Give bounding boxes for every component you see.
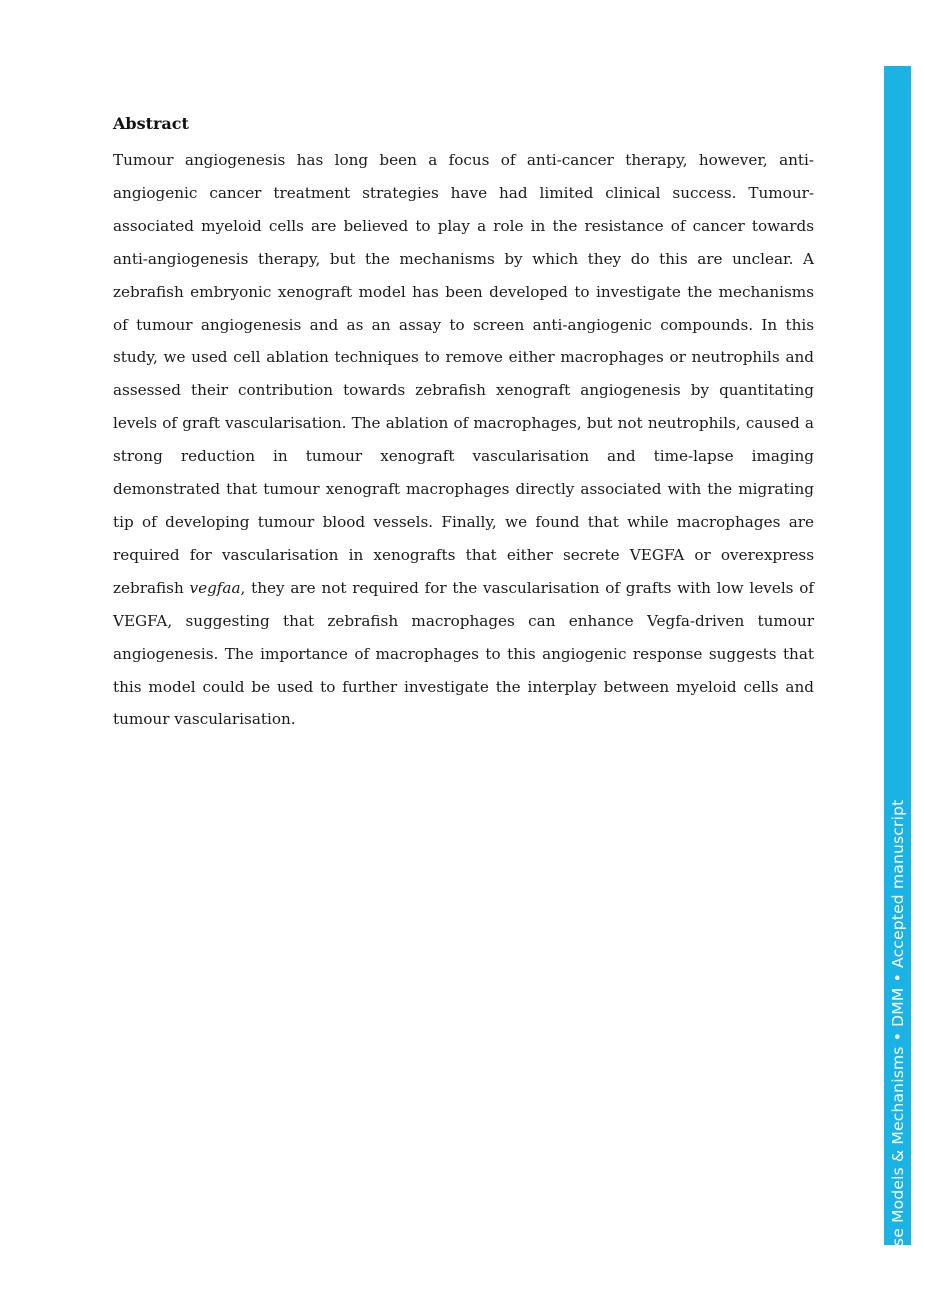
abstract-section xyxy=(113,112,814,736)
journal-side-banner-text: Disease Models & Mechanisms • DMM • Accepted manuscript xyxy=(888,799,907,1290)
abstract-body-text-1: Tumour angiogenesis has long been a focus of anti-cancer therapy, however, anti-angiogenic cancer treatment strategies have had limited clinical success. Tumour-associated myeloid cells are believed to play a role in the resistance of cancer towards anti-angiogenesis therapy, but the mechanisms by which they do this are unclear. A zebrafish embryonic xenograft model has been developed to investigate the mechanisms of tumour angiogenesis and as an assay to screen anti-angiogenic compounds. In this study, we used cell ablation techniques to remove either macrophages or neutrophils and assessed their contribution towards zebrafish xenograft angiogenesis by quantitating levels of graft vascularisation. The ablation of macrophages, but not neutrophils, caused a strong reduction in tumour xenograft vascularisation and time-lapse imaging demonstrated that tumour xenograft macrophages directly associated with the migrating tip of developing tumour blood vessels. Finally, we found that while macrophages are required for vascularisation in xenografts that either secrete VEGFA or overexpress zebrafish xyxy=(113,151,814,597)
abstract-heading: Abstract xyxy=(113,114,189,133)
abstract-body-text-2: , they are not required for the vascularisation of grafts with low levels of VEGFA, suggesting that zebrafish macrophages can enhance Vegfa-driven tumour angiogenesis. The importance of macrophages to this angiogenic response suggests that this model could be used to further investigate the interplay between myeloid cells and tumour vascularisation. xyxy=(113,578,815,729)
abstract-body xyxy=(113,144,814,736)
journal-side-banner xyxy=(884,66,911,1290)
abstract-body-gene-name: vegfaa xyxy=(189,578,241,597)
